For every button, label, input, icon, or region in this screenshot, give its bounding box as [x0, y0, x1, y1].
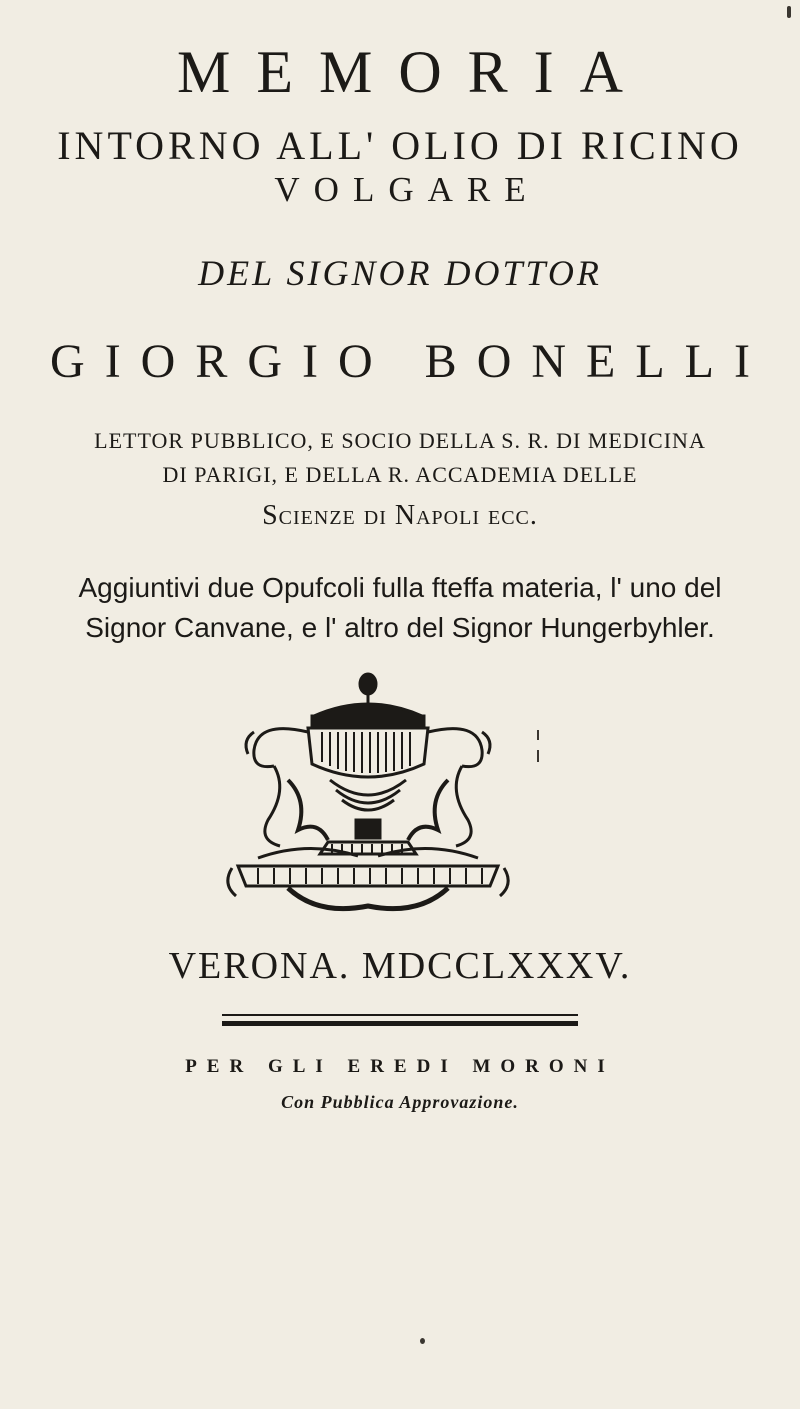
subtitle-volgare: VOLGARE — [274, 170, 540, 209]
credentials-line-3: Scienze di Napoli ecc. — [262, 500, 538, 531]
credentials-line-2: DI PARIGI, E DELLA R. ACCADEMIA DELLE — [162, 462, 638, 487]
urn-vignette-icon — [218, 670, 578, 920]
divider-thin — [222, 1014, 578, 1016]
addition-line-1: Aggiuntivi due Opufcoli fulla fteffa materia, l' uno del — [78, 572, 722, 603]
imprint-place-date: VERONA. MDCCLXXXV. — [168, 945, 632, 987]
author-name: GIORGIO BONELLI — [50, 335, 770, 388]
printer-line: PER GLI EREDI MORONI — [185, 1056, 615, 1077]
subtitle-intorno: INTORNO ALL' OLIO DI RICINO — [57, 123, 743, 168]
paper-speck — [420, 1338, 425, 1344]
paper-speck — [787, 6, 791, 18]
heading-memoria: MEMORIA — [176, 39, 649, 105]
addition-line-2: Signor Canvane, e l' altro del Signor Hungerbyhler. — [85, 612, 715, 643]
credentials-line-1: LETTOR PUBBLICO, E SOCIO DELLA S. R. DI MEDICINA — [94, 428, 706, 453]
approval-line: Con Pubblica Approvazione. — [281, 1092, 519, 1112]
divider-thick — [222, 1021, 578, 1026]
author-prefix: DEL SIGNOR DOTTOR — [198, 253, 602, 293]
